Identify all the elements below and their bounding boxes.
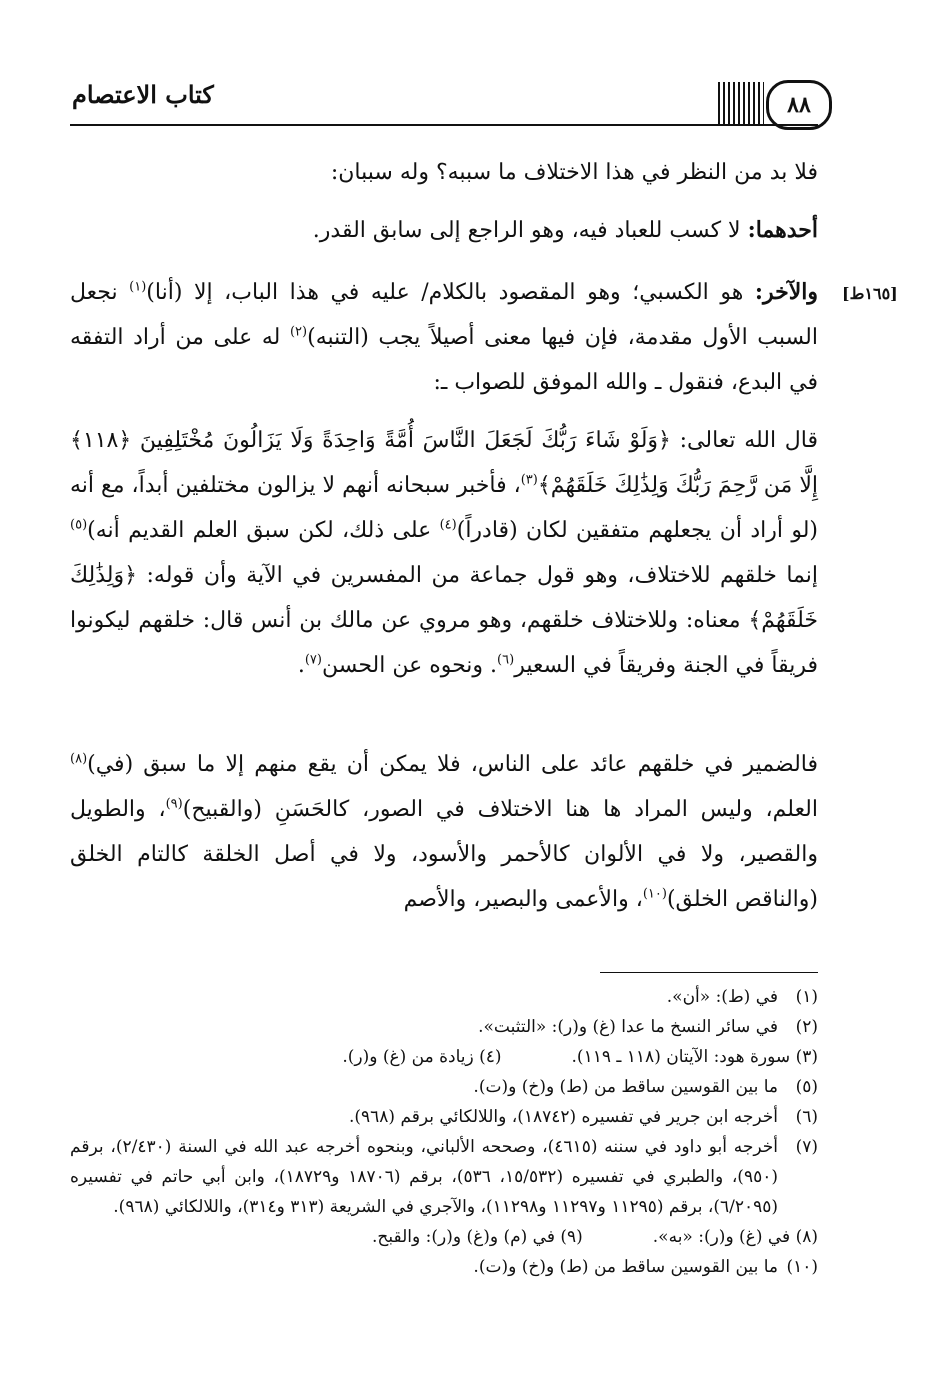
paragraph-text: فالضمير في خلقهم عائد على الناس، فلا يمكن أن يقع منهم إلا ما سبق (في) xyxy=(87,752,818,777)
lead-word: أحدهما: xyxy=(747,217,818,243)
footnote-text: أخرجه أبو داود في سننه (٤٦١٥)، وصححه الألباني، وبنحوه أخرجه عبد الله في السنة (٢/٤٣٠)، برقم (٩٥٠)، والطبري في تفسيره (١٥/٥٣٢، ٥٣٦)، برقم (١٨٧٠٦ و١٨٧٢٩)، وابن أبي حاتم في تفسيره (٦/٢٠٩٥)، برقم (١١٢٩٥ و١١٢٩٧ و١١٢٩٨)، والآجري في الشريعة (٣١٣ و٣١٤)، واللالكائي (٩٦٨). xyxy=(70,1137,779,1217)
footnote-number: (٥) xyxy=(795,1077,818,1097)
footnote-text: في (ط): «أن». xyxy=(666,987,778,1007)
footnote-ref: (٨) xyxy=(70,751,88,767)
footnote-text: زيادة من (غ) و(ر). xyxy=(342,1047,474,1067)
footnote-item xyxy=(70,1252,818,1282)
paragraph-text: ، فأخبر سبحانه أنهم لا يزالون مختلفين أبداً، مع أنه (لو أراد أن يجعلهم متفقين لكان (قادراً) xyxy=(70,473,818,543)
manuscript-margin-note: [١٦٥ط] xyxy=(842,284,898,303)
footnote-text: في سائر النسخ ما عدا (غ) و(ر): «التثبت». xyxy=(478,1017,778,1037)
footnote-text: في (م) و(غ) و(ر): والقبح. xyxy=(372,1227,555,1247)
page-number: ٨٨ xyxy=(787,92,811,118)
paragraph-text: هو الكسبي؛ وهو المقصود بالكلام/ عليه في هذا الباب، إلا (أنا) xyxy=(146,280,755,305)
footnote-number: (١) xyxy=(795,987,818,1007)
footnote-item xyxy=(70,1072,818,1102)
paragraph-text: لا كسب للعباد فيه، وهو الراجع إلى سابق القدر. xyxy=(312,218,748,243)
footnote-ref: (٧) xyxy=(304,652,322,668)
footnote-text: أخرجه ابن جرير في تفسيره (١٨٧٤٢)، واللالكائي برقم (٩٦٨). xyxy=(348,1107,778,1127)
paragraph-text: معناه: وللاختلاف خلقهم، وهو مروي عن مالك بن أنس قال: خلقهم ليكونوا فريقاً في الجنة وفريقاً في السعير xyxy=(70,608,818,678)
footnote-ref: (١٠) xyxy=(642,886,667,902)
paragraph-intro xyxy=(70,150,818,195)
paragraph-text: نجعل السبب الأول مقدمة، فإن فيها معنى أصيلاً يجب (التنبه) xyxy=(70,280,818,350)
footnote-ref: (٩) xyxy=(165,796,183,812)
footnotes xyxy=(70,982,818,1282)
footnote-text: في (غ) و(ر): «به». xyxy=(652,1227,791,1247)
paragraph-second-cause xyxy=(70,270,818,405)
page-number-badge xyxy=(766,80,832,130)
footnote-separator xyxy=(600,972,818,973)
paragraph-text: قال الله تعالى: xyxy=(670,428,819,453)
footnote-number: (٦) xyxy=(795,1107,818,1127)
paragraph-text: العلم، وليس المراد ها هنا الاختلاف في الصور، كالحَسَنِ (والقبيح) xyxy=(182,797,818,822)
header-ornament xyxy=(718,82,764,124)
footnote-number: (٩) xyxy=(560,1227,583,1247)
paragraph-first-cause xyxy=(70,208,818,253)
footnote-cell xyxy=(572,1042,818,1072)
footnote-number: (١٠) xyxy=(786,1257,818,1277)
footnote-ref: (٥) xyxy=(70,517,88,533)
paragraph-text: إنما خلقهم للاختلاف، وهو قول جماعة من المفسرين في الآية وأن قوله: xyxy=(137,563,818,588)
footnote-item xyxy=(70,1102,818,1132)
footnote-text: ما بين القوسين ساقط من (ط) و(خ) و(ت). xyxy=(473,1077,778,1097)
footnote-ref: (٦) xyxy=(497,652,515,668)
footnote-ref: (٢) xyxy=(289,324,308,340)
footnote-number: (٢) xyxy=(795,1017,818,1037)
paragraph-text: فلا بد من النظر في هذا الاختلاف ما سببه؟ وله سببان: xyxy=(330,160,818,185)
paragraph-text: . xyxy=(297,653,305,678)
footnote-number: (٣) xyxy=(795,1047,818,1067)
quran-quote: ﴿وَلِذَٰلِكَ خَلَقَهُمْ﴾ xyxy=(70,563,818,633)
footnote-ref: (٣) xyxy=(520,472,538,488)
footnote-number: (٧) xyxy=(795,1137,818,1157)
footnote-item xyxy=(70,1012,818,1042)
footnote-item-pair xyxy=(70,1042,818,1072)
paragraph-text: ، والأعمى والبصير، والأصم xyxy=(403,887,643,912)
footnote-text: سورة هود: الآيتان (١١٨ ـ ١١٩). xyxy=(571,1047,791,1067)
paragraph-pronoun xyxy=(70,742,818,922)
footnote-item xyxy=(70,982,818,1012)
paragraph-quran-verse xyxy=(70,418,818,688)
footnote-cell xyxy=(342,1042,501,1072)
quran-quote: ﴿وَلَوْ شَاءَ رَبُّكَ لَجَعَلَ النَّاسَ أُمَّةً وَاحِدَةً وَلَا يَزَالُونَ مُخْتَلِفِينَ ﴿١١٨﴾ إِلَّا مَن رَّحِمَ رَبُّكَ وَلِذَٰلِكَ خَلَقَهُمْ﴾ xyxy=(70,428,818,498)
footnote-cell xyxy=(653,1222,818,1252)
paragraph-text: على ذلك، لكن سبق العلم القديم أنه) xyxy=(87,518,440,543)
footnote-item-pair xyxy=(70,1222,818,1252)
footnote-number: (٨) xyxy=(795,1227,818,1247)
footnote-text: ما بين القوسين ساقط من (ط) و(خ) و(ت). xyxy=(473,1257,778,1277)
footnote-number: (٤) xyxy=(479,1047,502,1067)
footnote-ref: (١) xyxy=(129,279,147,295)
lead-word: والآخر: xyxy=(754,279,819,305)
footnote-cell xyxy=(372,1222,583,1252)
running-header-title: كتاب الاعتصام xyxy=(72,80,214,109)
footnote-item xyxy=(70,1132,818,1222)
footnote-ref: (٤) xyxy=(439,517,457,533)
paragraph-text: . ونحوه عن الحسن xyxy=(321,653,498,678)
header-rule xyxy=(70,124,818,126)
paragraph-text: له على من أراد التفقه في البدع، فنقول ـ والله الموفق للصواب ـ: xyxy=(70,325,818,395)
paragraph-text: ، والطويل والقصير، ولا في الألوان كالأحمر والأسود، ولا في أصل الخلقة كالتام الخلق (والناقص الخلق) xyxy=(70,797,818,912)
